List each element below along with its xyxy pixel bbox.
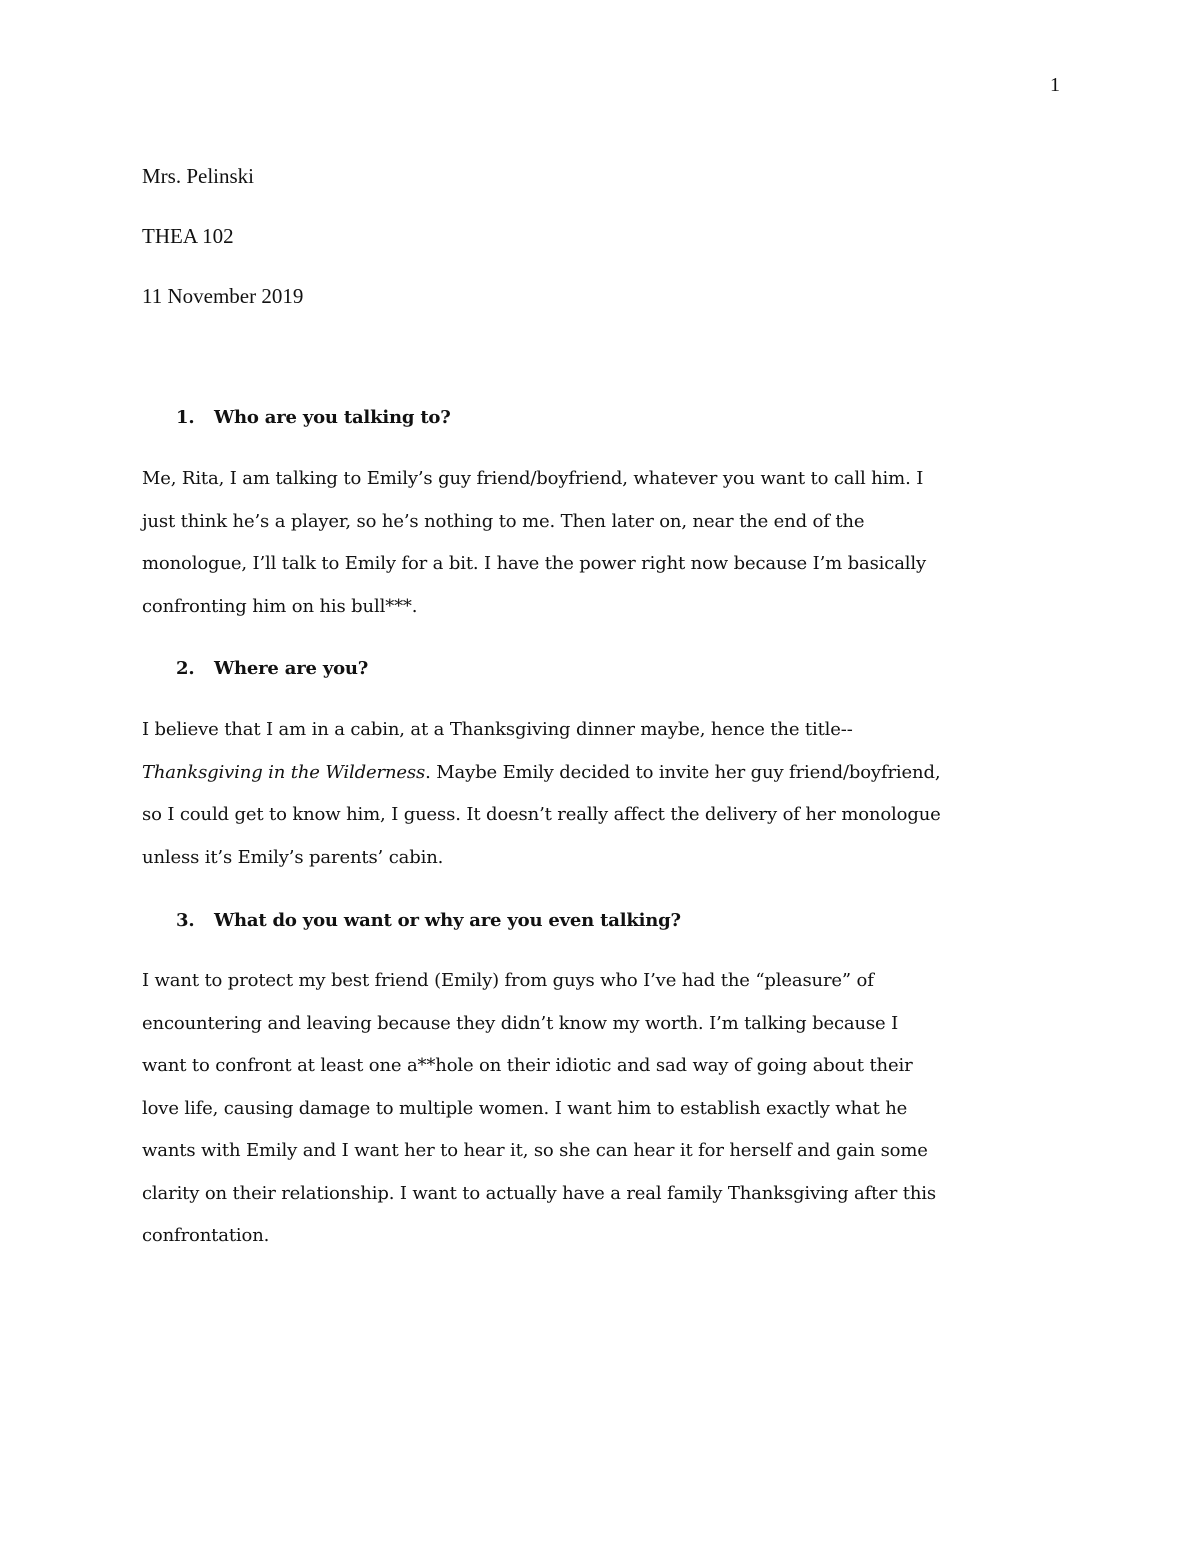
answer-line: want to confront at least one a**hole on their idiotic and sad way of going about their xyxy=(142,1055,913,1076)
answer-line: I want to protect my best friend (Emily) from guys who I’ve had the “pleasure” of xyxy=(142,970,874,991)
answer-line: confronting him on his bull***. xyxy=(142,595,418,617)
answer-line-rest: . Maybe Emily decided to invite her guy friend/boyfriend, xyxy=(425,761,941,783)
answer-line: clarity on their relationship. I want to actually have a real family Thanksgiving after this xyxy=(142,1182,936,1204)
question-text: What do you want or why are you even talking? xyxy=(214,910,681,931)
answer-paragraph xyxy=(142,717,1062,887)
question-number: 2. xyxy=(176,658,195,679)
document-date: 11 November 2019 xyxy=(142,284,304,308)
play-title: Thanksgiving in the Wilderness xyxy=(142,761,426,783)
question-text: Where are you? xyxy=(214,658,369,679)
answer-line: I believe that I am in a cabin, at a Thanksgiving dinner maybe, hence the title-- xyxy=(142,719,853,740)
question-heading xyxy=(176,405,451,431)
answer-paragraph xyxy=(142,968,1062,1266)
answer-paragraph xyxy=(142,466,1062,636)
page-number: 1 xyxy=(1050,74,1060,96)
question-heading xyxy=(176,908,681,934)
answer-line: so I could get to know him, I guess. It doesn’t really affect the delivery of her monologue xyxy=(142,804,941,825)
question-number: 3. xyxy=(176,910,195,931)
instructor-name: Mrs. Pelinski xyxy=(142,164,255,188)
answer-line: wants with Emily and I want her to hear it, so she can hear it for herself and gain some xyxy=(142,1140,928,1161)
question-number: 1. xyxy=(176,407,195,428)
answer-line: just think he’s a player, so he’s nothing to me. Then later on, near the end of the xyxy=(142,510,865,532)
answer-line: Me, Rita, I am talking to Emily’s guy friend/boyfriend, whatever you want to call him. I xyxy=(142,468,924,489)
answer-line: love life, causing damage to multiple women. I want him to establish exactly what he xyxy=(142,1097,908,1119)
question-text: Who are you talking to? xyxy=(214,407,451,428)
answer-line xyxy=(142,760,1062,803)
answer-line: confrontation. xyxy=(142,1225,270,1246)
answer-line: encountering and leaving because they didn’t know my worth. I’m talking because I xyxy=(142,1012,899,1034)
question-heading xyxy=(176,656,368,682)
course-code: THEA 102 xyxy=(142,224,234,248)
answer-line: unless it’s Emily’s parents’ cabin. xyxy=(142,846,444,868)
answer-line: monologue, I’ll talk to Emily for a bit. I have the power right now because I’m basically xyxy=(142,553,927,574)
